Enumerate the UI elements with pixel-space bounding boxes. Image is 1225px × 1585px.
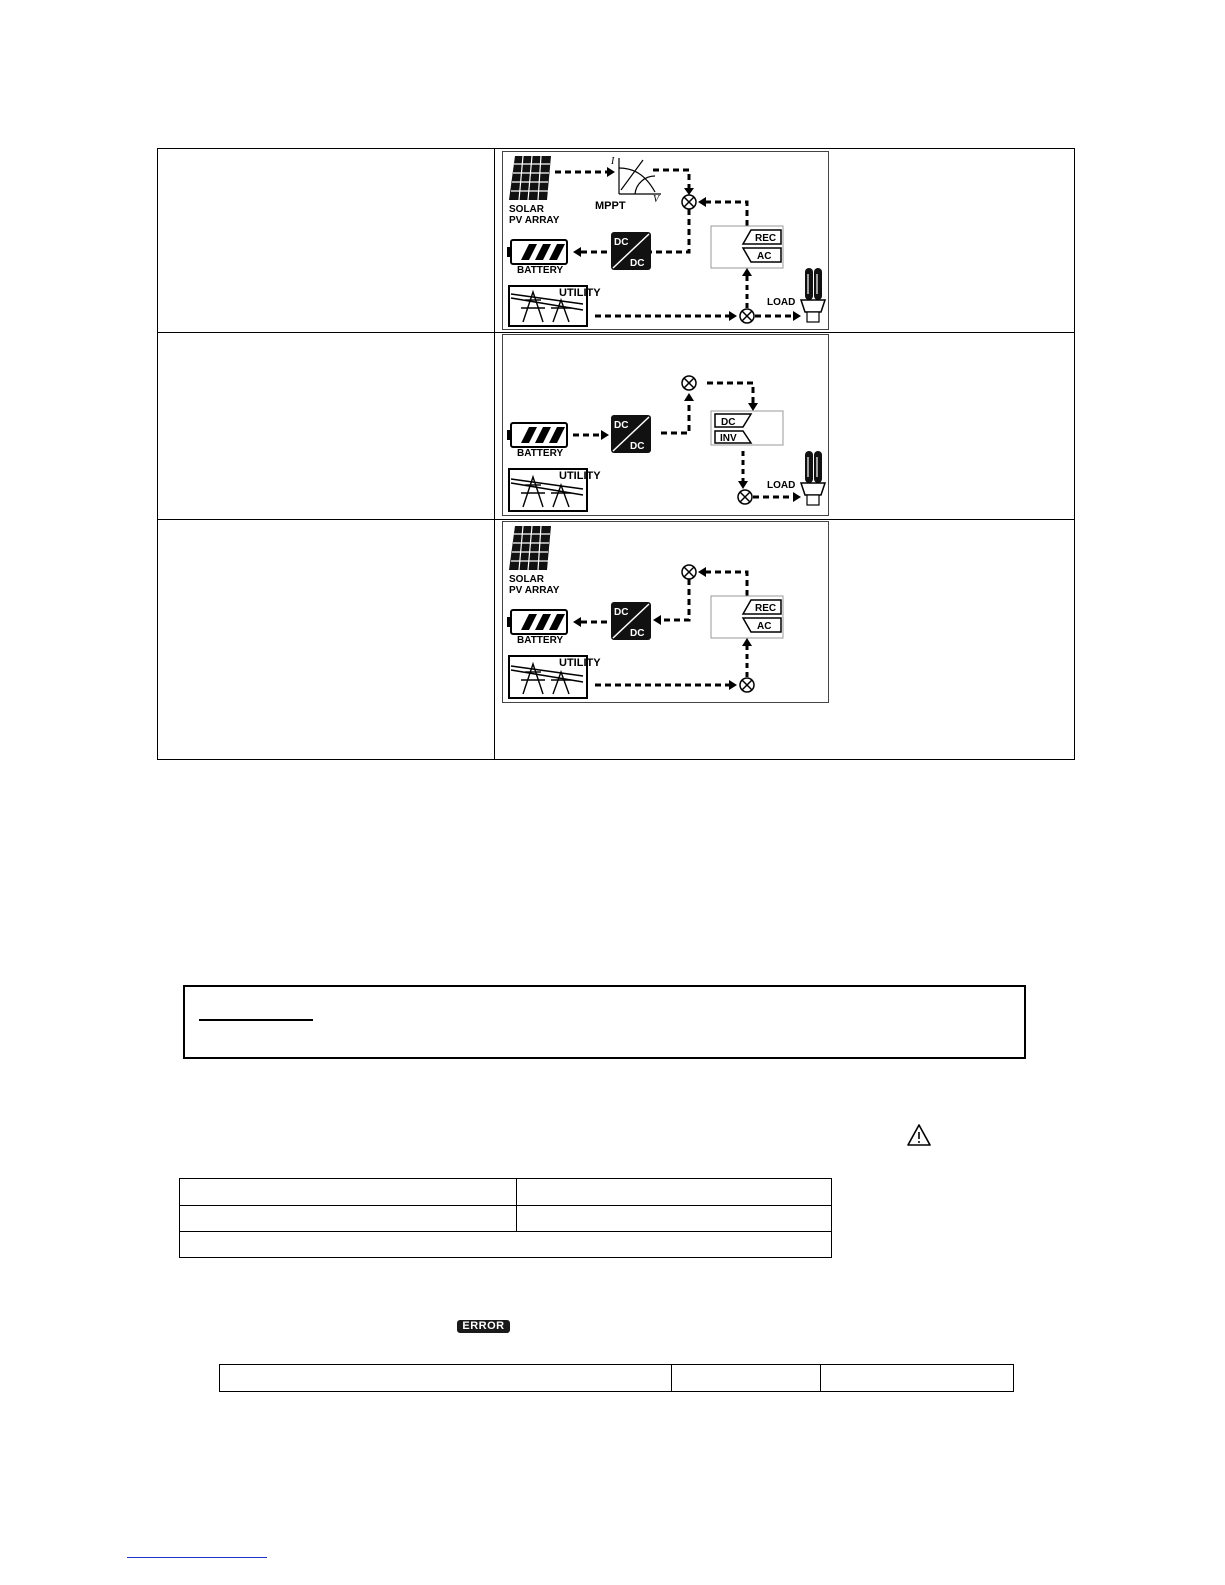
dc-label: DC — [614, 607, 629, 618]
error-badge: ERROR — [457, 1320, 510, 1333]
table-row — [180, 1232, 832, 1258]
table-row — [180, 1179, 832, 1206]
dc-label: DC — [614, 420, 629, 431]
rec-ac-converter-icon — [711, 226, 783, 268]
warning-table — [179, 1178, 832, 1258]
table-cell — [672, 1365, 821, 1392]
table-cell — [821, 1365, 1014, 1392]
table-cell — [517, 1206, 832, 1232]
table-row-divider — [158, 519, 1074, 520]
table-cell — [180, 1179, 517, 1206]
dc-label: DC — [630, 258, 645, 269]
warning-triangle-icon — [906, 1123, 932, 1152]
junction-icon — [740, 678, 754, 692]
inv-label: INV — [720, 433, 737, 444]
table-cell — [220, 1365, 672, 1392]
battery-label: BATTERY — [517, 265, 564, 276]
table-cell — [180, 1232, 832, 1258]
dc-dc-converter-icon — [611, 415, 651, 453]
rec-label: REC — [755, 233, 777, 244]
table-row-divider — [158, 332, 1074, 333]
solar-panel-icon — [509, 156, 551, 200]
lightbulb-icon — [801, 268, 825, 322]
axis-v-label: V — [653, 194, 660, 205]
load-label: LOAD — [767, 297, 796, 308]
rec-label: REC — [755, 603, 777, 614]
dc-dc-converter-icon — [611, 602, 651, 640]
junction-icon — [738, 490, 752, 504]
dc-dc-converter-icon — [611, 232, 651, 270]
pv-array-label: PV ARRAY — [509, 215, 560, 226]
load-label: LOAD — [767, 480, 796, 491]
dc-label: DC — [630, 628, 645, 639]
ac-label: AC — [757, 251, 772, 262]
mode-diagram-charge-only — [502, 521, 829, 703]
dc-label: DC — [721, 417, 736, 428]
mode-diagram-solar-utility-charge — [502, 151, 829, 330]
battery-label: BATTERY — [517, 448, 564, 459]
axis-i-label: I — [611, 156, 615, 167]
table-cell — [180, 1206, 517, 1232]
battery-icon — [507, 610, 567, 634]
note-box — [183, 985, 1026, 1059]
dc-label: DC — [630, 441, 645, 452]
mppt-curve-icon — [619, 158, 661, 194]
note-heading-underline — [199, 1019, 313, 1021]
utility-label: UTILITY — [559, 470, 601, 482]
utility-label: UTILITY — [559, 287, 601, 299]
solar-label: SOLAR — [509, 574, 544, 585]
lightbulb-icon — [801, 451, 825, 505]
solar-label: SOLAR — [509, 204, 544, 215]
mode-diagram-battery-inverter — [502, 334, 829, 516]
junction-icon — [682, 376, 696, 390]
junction-icon — [682, 195, 696, 209]
table-row — [180, 1206, 832, 1232]
dc-label: DC — [614, 237, 629, 248]
solar-panel-icon — [509, 526, 551, 570]
mppt-label: MPPT — [595, 200, 626, 212]
fault-table — [219, 1364, 1014, 1392]
battery-icon — [507, 423, 567, 447]
rec-ac-converter-icon — [711, 596, 783, 638]
dc-inverter-icon — [711, 411, 783, 445]
footer-link-underline — [127, 1557, 267, 1558]
ac-label: AC — [757, 621, 772, 632]
table-cell — [517, 1179, 832, 1206]
pv-array-label: PV ARRAY — [509, 585, 560, 596]
battery-icon — [507, 240, 567, 264]
table-row — [220, 1365, 1014, 1392]
junction-icon — [740, 309, 754, 323]
battery-label: BATTERY — [517, 635, 564, 646]
table-divider — [494, 149, 495, 759]
junction-icon — [682, 565, 696, 579]
utility-label: UTILITY — [559, 657, 601, 669]
